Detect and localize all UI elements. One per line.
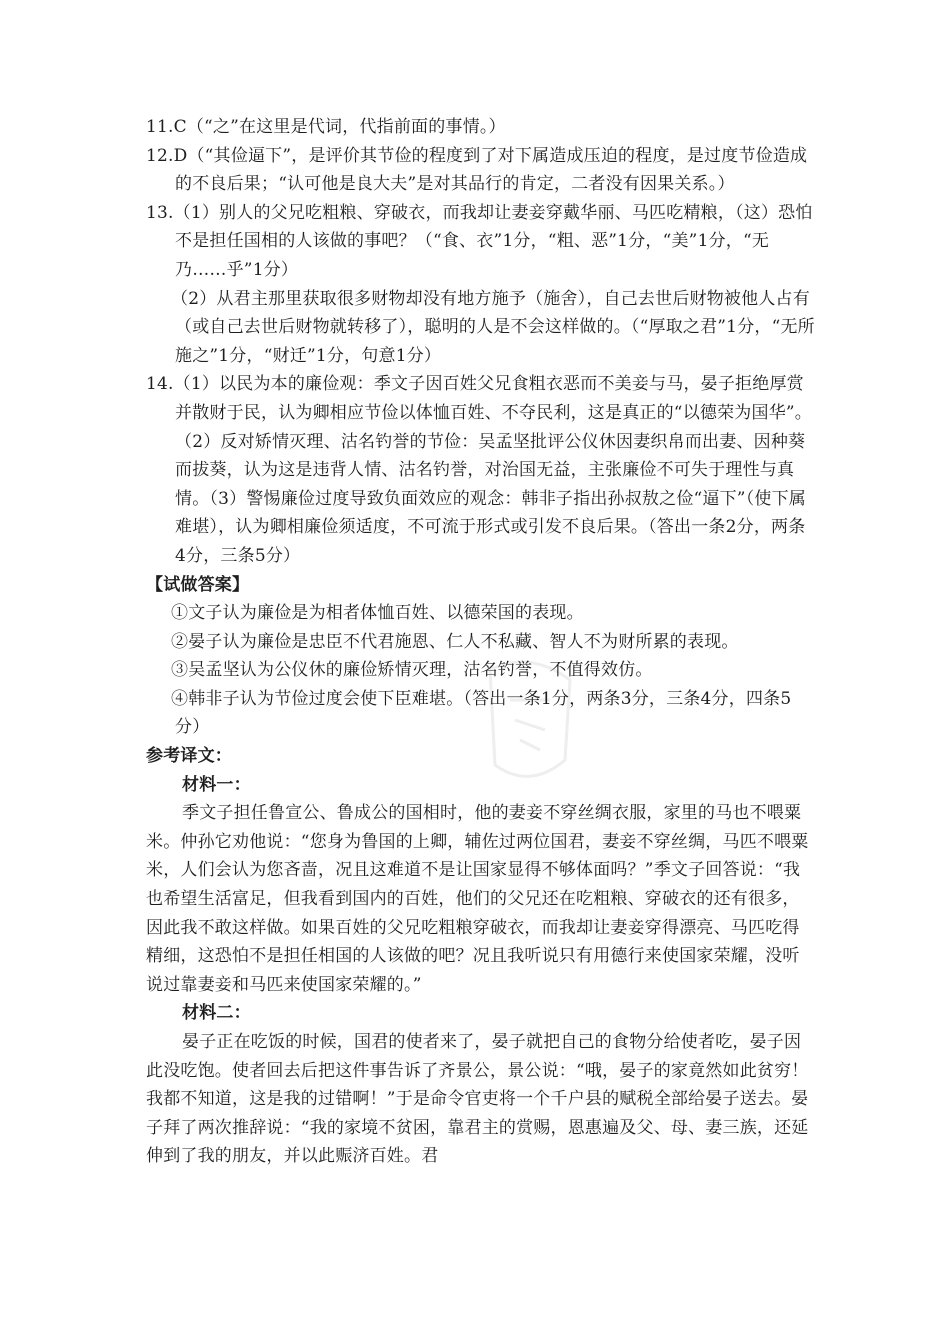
material-2-title: 材料二： [182,1003,251,1024]
answer-q14: 14.（1）以民为本的廉俭观：季文子因百姓父兄食粗衣恶而不美妾与马，晏子拒绝厚赏并散财于民，认为卿相应节俭以体恤百姓、不夺民利，这是真正的“以德荣为国华”。（2）反对矫情灭理、沽名钓誉的节俭：吴孟坚批评公仪休因妻织帛而出妻、因种葵而拔葵，认为这是违背人情、沽名钓誉，对治国无益，主张廉俭不可失于理性与真情。（3）警惕廉俭过度导致负面效应的观念：韩非子指出孙叔敖之俭“逼下”（使下属难堪），认为卿相廉俭须适度，不可流于形式或引发不良后果。（答出一条2分，两条4分，三条5分） [146,374,812,566]
trial-answer-2: ②晏子认为廉俭是忠臣不代君施恩、仁人不私藏、智人不为财所累的表现。 [171,631,739,652]
trial-answer-3: ③吴孟坚认为公仪休的廉俭矫情灭理，沽名钓誉，不值得效仿。 [171,660,653,681]
material-2-text: 晏子正在吃饭的时候，国君的使者来了，晏子就把自己的食物分给使者吃，晏子因此没吃饱。使者回去后把这件事告诉了齐景公，景公说：“哦，晏子的家竟然如此贫穷！我都不知道，这是我的过错啊！”于是命令官吏将一个千户县的赋税全部给晏子送去。晏子拜了两次推辞说：“我的家境不贫困，靠君主的赏赐，恩惠遍及父、母、妻三族，还延伸到了我的朋友，并以此赈济百姓。君 [146,1032,809,1167]
material-1-text: 季文子担任鲁宣公、鲁成公的国相时，他的妻妾不穿丝绸衣服，家里的马也不喂粟米。仲孙它劝他说：“您身为鲁国的上卿，辅佐过两位国君，妻妾不穿丝绸，马匹不喂粟米，人们会认为您吝啬，况且这难道不是让国家显得不够体面吗？”季文子回答说：“我也希望生活富足，但我看到国内的百姓，他们的父兄还在吃粗粮、穿破衣的还有很多，因此我不敢这样做。如果百姓的父兄吃粗粮穿破衣，而我却让妻妾穿得漂亮、马匹吃得精细，这恐怕不是担任相国的人该做的吧？况且我听说只有用德行来使国家荣耀，没听说过靠妻妾和马匹来使国家荣耀的。” [146,803,809,995]
answer-content [146,113,816,1171]
answer-q11: 11.C（“之”在这里是代词，代指前面的事情。） [146,117,506,137]
trial-answer-4: ④韩非子认为节俭过度会使下臣难堪。（答出一条1分，两条3分，三条4分，四条5分） [171,688,792,738]
answer-q13-part2: （2）从君主那里获取很多财物却没有地方施予（施舍），自己去世后财物被他人占有（或自己去世后财物就转移了），聪明的人是不会这样做的。（“厚取之君”1分，“无所施之”1分，“财迁”1分，句意1分） [171,288,815,366]
answer-q12: 12.D（“其俭逼下”，是评价其节俭的程度到了对下属造成压迫的程度，是过度节俭造成的不良后果；“认可他是良大夫”是对其品行的肯定，二者没有因果关系。） [146,145,808,195]
trial-answer-heading: 【试做答案】 [146,574,250,595]
material-1-title: 材料一： [182,774,251,795]
trial-answer-1: ①文子认为廉俭是为相者体恤百姓、以德荣国的表现。 [171,603,584,624]
answer-q13-part1: 13.（1）别人的父兄吃粗粮、穿破衣，而我却让妻妾穿戴华丽、马匹吃精粮，（这）恐怕不是担任国相的人该做的事吧？（“食、衣”1分，“粗、恶”1分，“美”1分，“无乃……乎”1分） [146,202,813,280]
translation-heading: 参考译文： [146,746,232,767]
